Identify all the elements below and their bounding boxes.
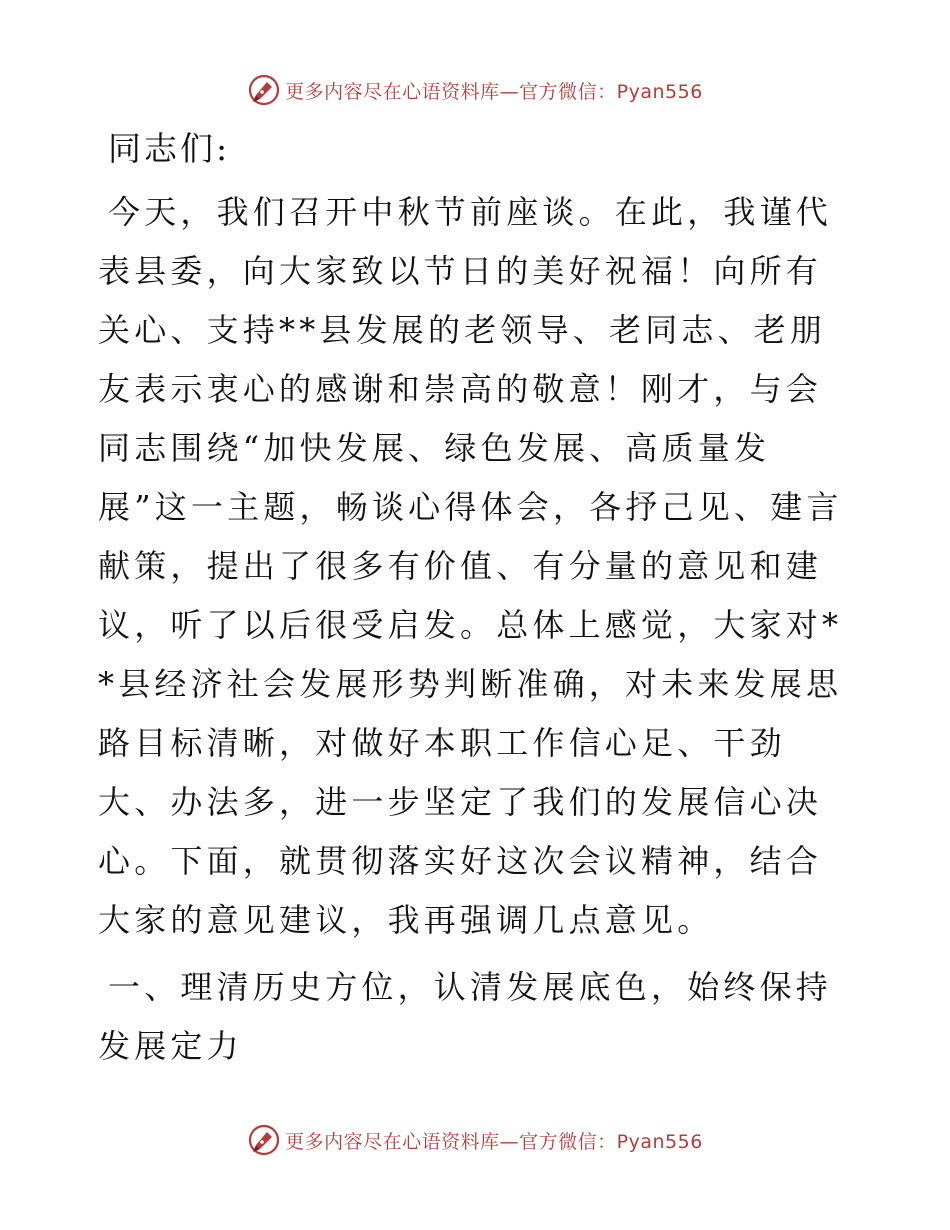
- section-heading: 一、理清历史方位，认清发展底色，始终保持发展定力: [98, 968, 833, 1065]
- salutation: 同志们:: [108, 129, 231, 168]
- document-body: [98, 126, 858, 1076]
- banner-text: 更多内容尽在心语资料库—官方微信：Pyan556: [285, 80, 703, 103]
- body-paragraph: 今天，我们召开中秋节前座谈。在此，我谨代表县委，向大家致以节日的美好祝福！向所有关心、支持**县发展的老领导、老同志、老朋友表示衷心的感谢和崇高的敬意！刚才，与会同志围绕“加快发展、绿色发展、高质量发展”这一主题，畅谈心得体会，各抒己见、建言献策，提出了很多有价值、有分量的意见和建议，听了以后很受启发。总体上感觉，大家对**县经济社会发展形势判断准确，对未来发展思路目标清晰，对做好本职工作信心足、干劲大、办法多，进一步坚定了我们的发展信心决心。下面，就贯彻落实好这次会议精神，结合大家的意见建议，我再强调几点意见。: [98, 193, 843, 939]
- header-banner: [0, 70, 950, 110]
- pen-nib-logo-icon: [247, 73, 281, 107]
- footer-banner: [0, 1120, 950, 1160]
- pen-nib-logo-icon: [247, 1123, 281, 1157]
- banner-text: 更多内容尽在心语资料库—官方微信：Pyan556: [285, 1130, 703, 1153]
